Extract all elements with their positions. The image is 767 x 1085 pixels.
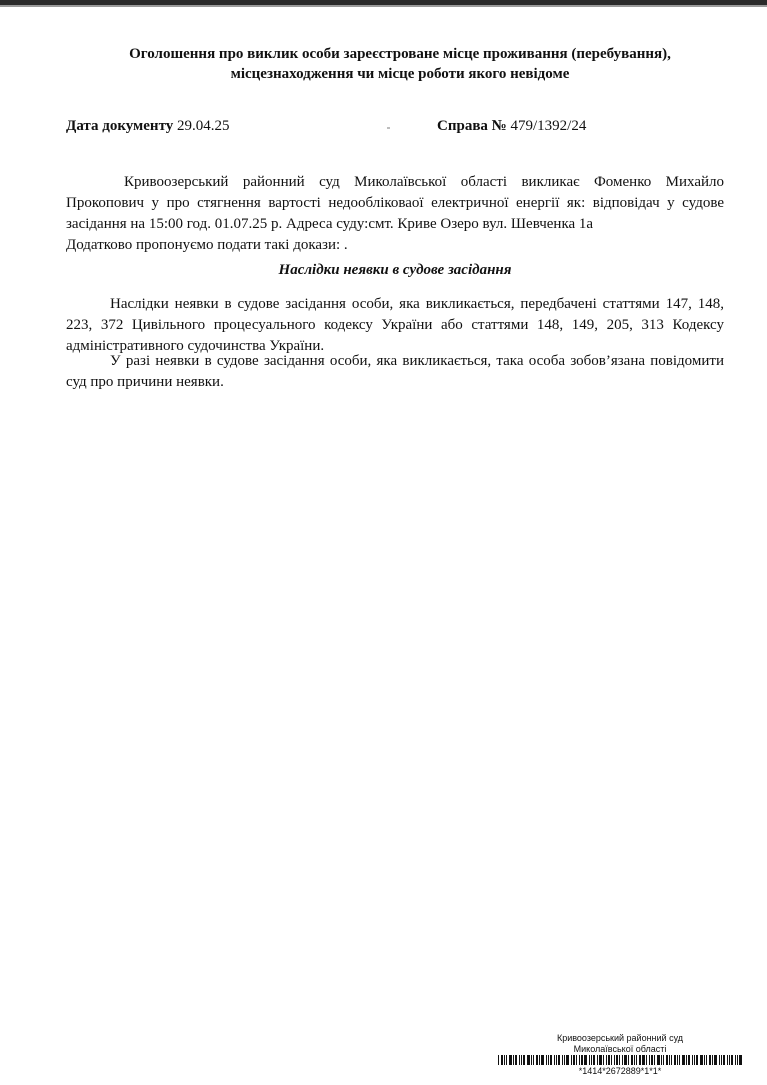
document-date-label: Дата документу [66, 118, 174, 134]
court-stamp [498, 1033, 742, 1055]
document-date [66, 118, 230, 135]
consequences-paragraph: Наслідки неявки в судове засідання особи, яка викликається, передбачені статтями 147, 148, 223, 372 Цивільного процесуального кодексу України або статтями 148, 149, 205, 313 Кодексу адміністративного судочинства України. [66, 296, 724, 354]
case-number-label: Справа № [437, 118, 507, 134]
court-stamp-line-2: Миколаївської області [573, 1044, 667, 1054]
additional-evidence-line: Додатково пропонуємо подати такі докази: . [66, 237, 348, 253]
document-date-value: 29.04.25 [177, 118, 230, 134]
summons-paragraph: Кривоозерський районний суд Миколаївської області викликає Фоменко Михайло Прокопович у про стягнення вартості недообліковаої електричної енергії як: відповідач у судове засідання на 15:00 год. 01.07.25 р. Адреса суду:смт. Криве Озеро вул. Шевченка 1а [66, 174, 724, 232]
document-title-line-1: Оголошення про виклик особи зареєстроване місце проживання (перебування), [129, 46, 671, 62]
consequences-heading: Наслідки неявки в судове засідання [278, 262, 512, 278]
document-title [60, 44, 740, 84]
case-number [437, 118, 586, 135]
barcode-image [498, 1055, 742, 1065]
case-number-value: 479/1392/24 [510, 118, 587, 134]
document-title-line-2: місцезнаходження чи місце роботи якого невідоме [230, 66, 570, 82]
barcode-number: *1414*2672889*1*1* [578, 1066, 662, 1076]
notification-paragraph: У разі неявки в судове засідання особи, яка викликається, така особа зобов’язана повідомити суд про причини неявки. [66, 353, 724, 390]
court-stamp-line-1: Кривоозерський районний суд [556, 1033, 684, 1043]
scan-top-edge-shadow [0, 5, 767, 7]
scan-speck [387, 127, 390, 129]
